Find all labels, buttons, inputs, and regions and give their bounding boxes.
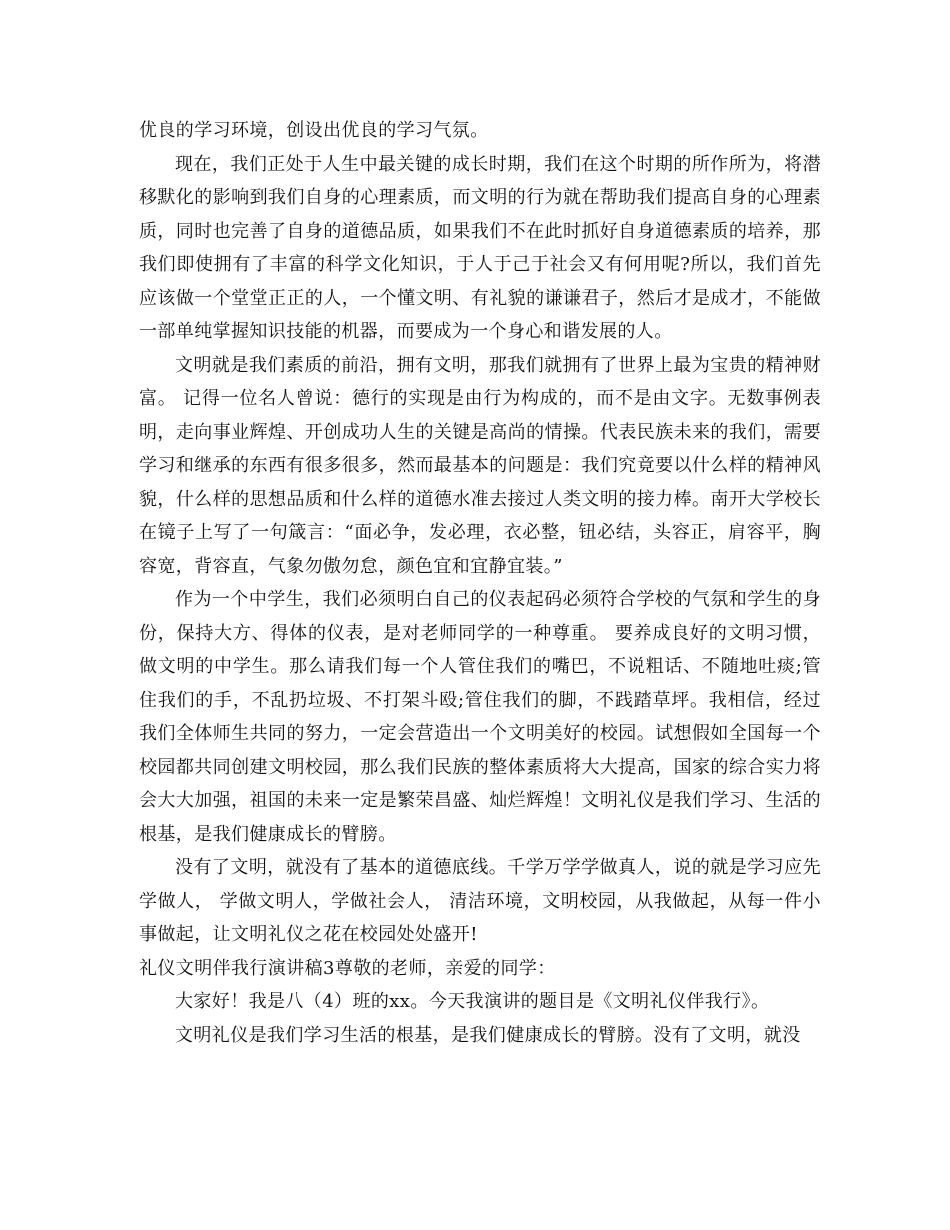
paragraph-7: 文明礼仪是我们学习生活的根基，是我们健康成长的臂膀。没有了文明，就没 [175,1024,801,1046]
paragraph-4: 作为一个中学生，我们必须明白自己的仪表起码必须符合学校的气氛和学生的身份，保持大方、得体的仪表，是对老师同学的一种尊重。 要养成良好的文明习惯，做文明的中学生。那么请我们每一个人管住我们的嘴巴，不说粗话、不随地吐痰;管住我们的手，不乱扔垃圾、不打架斗殴;管住我们的脚，不践踏草坪。我相信，经过我们全体师生共同的努力，一定会营造出一个文明美好的校园。试想假如全国每一个校园都共同创建文明校园，那么我们民族的整体素质将大大提高，国家的综合实力将会大大加强，祖国的未来一定是繁荣昌盛、灿烂辉煌！文明礼仪是我们学习、生活的根基，是我们健康成长的臂膀。 [139,589,821,845]
paragraph-6: 大家好！我是八（4）班的xx。今天我演讲的题目是《文明礼仪伴我行》。 [175,991,770,1012]
speech-heading-line: 礼仪文明伴我行演讲稿3尊敬的老师，亲爱的同学： [139,957,556,979]
paragraph-5: 没有了文明，就没有了基本的道德底线。千学万学学做真人，说的就是学习应先学做人， 学做文明人，学做社会人， 清洁环境，文明校园，从我做起，从每一件小事做起，让文明礼仪之花在校园处处盛开! [139,857,821,945]
document-body [139,114,821,1052]
paragraph-3: 文明就是我们素质的前沿，拥有文明，那我们就拥有了世界上最为宝贵的精神财富。 记得一位名人曾说：德行的实现是由行为构成的，而不是由文字。无数事例表明，走向事业辉煌、开创成功人生的关键是高尚的情操。代表民族未来的我们，需要学习和继承的东西有很多很多，然而最基本的问题是：我们究竟要以什么样的精神风貌，什么样的思想品质和什么样的道德水准去接过人类文明的接力棒。南开大学校长在镜子上写了一句箴言：“面必争，发必理，衣必整，钮必结，头容正，肩容平，胸容宽，背容直，气象勿傲勿怠，颜色宜和宜静宜装。” [139,354,821,577]
paragraph-2: 现在，我们正处于人生中最关键的成长时期，我们在这个时期的所作所为，将潜移默化的影响到我们自身的心理素质，而文明的行为就在帮助我们提高自身的心理素质，同时也完善了自身的道德品质，如果我们不在此时抓好自身道德素质的培养，那我们即使拥有了丰富的科学文化知识，于人于己于社会又有何用呢?所以，我们首先应该做一个堂堂正正的人，一个懂文明、有礼貌的谦谦君子，然后才是成才，不能做一部单纯掌握知识技能的机器，而要成为一个身心和谐发展的人。 [139,153,821,342]
paragraph-1: 优良的学习环境，创设出优良的学习气氛。 [139,120,489,141]
